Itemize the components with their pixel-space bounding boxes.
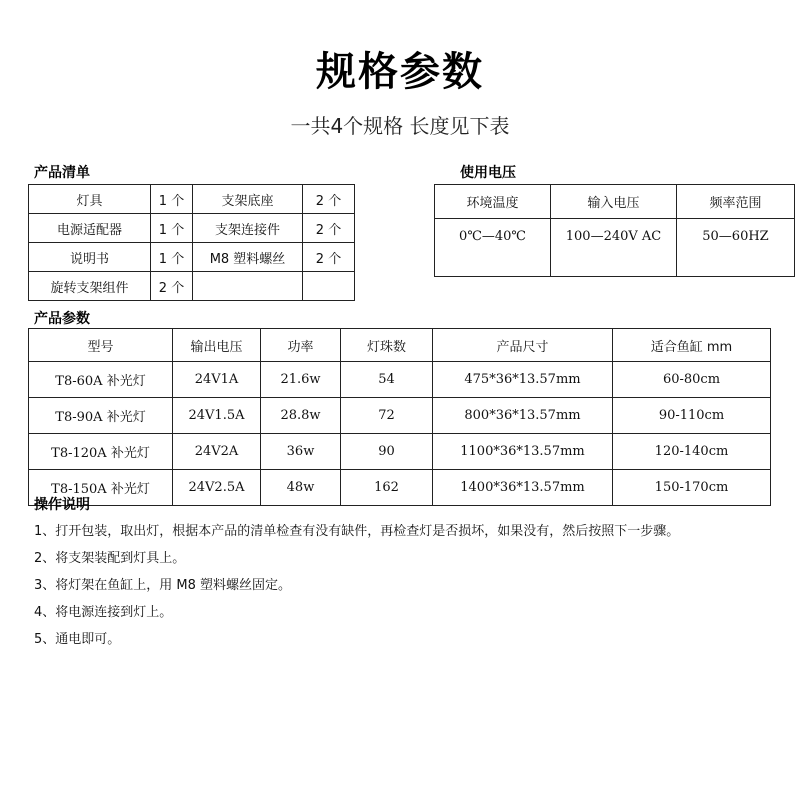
params-table — [28, 328, 771, 506]
item-name: 旋转支架组件 — [29, 272, 151, 301]
table-row — [29, 214, 355, 243]
voltage-cell: 24V1A — [173, 362, 261, 398]
led-count-cell: 90 — [341, 434, 433, 470]
item-qty: 1 个 — [151, 243, 193, 272]
operation-step: 1、打开包装，取出灯，根据本产品的清单检查有没有缺件，再检查灯是否损坏，如果没有，然后按照下一步骤。 — [34, 524, 680, 539]
item-qty: 1 个 — [151, 214, 193, 243]
page-subtitle: 一共4个规格 长度见下表 — [290, 114, 510, 138]
operations-label: 操作说明 — [34, 497, 90, 513]
voltage-cell: 24V1.5A — [173, 398, 261, 434]
voltage-cell: 24V2.5A — [173, 470, 261, 506]
voltage-header: 环境温度 — [435, 185, 551, 219]
voltage-value: 100—240V AC — [551, 219, 677, 277]
item-name: M8 塑料螺丝 — [193, 243, 303, 272]
table-row — [29, 329, 771, 362]
voltage-table — [434, 184, 795, 277]
table-row — [29, 185, 355, 214]
params-header: 型号 — [29, 329, 173, 362]
item-qty: 2 个 — [303, 214, 355, 243]
table-row — [435, 219, 795, 277]
model-cell: T8-60A 补光灯 — [29, 362, 173, 398]
item-name: 电源适配器 — [29, 214, 151, 243]
model-cell: T8-90A 补光灯 — [29, 398, 173, 434]
power-cell: 36w — [261, 434, 341, 470]
size-cell: 475*36*13.57mm — [433, 362, 613, 398]
tank-cell: 120-140cm — [613, 434, 771, 470]
model-cell: T8-150A 补光灯 — [29, 470, 173, 506]
voltage-value: 50—60HZ — [677, 219, 795, 277]
led-count-cell: 54 — [341, 362, 433, 398]
item-name: 灯具 — [29, 185, 151, 214]
table-row — [29, 272, 355, 301]
item-qty — [303, 272, 355, 301]
operation-step: 3、将灯架在鱼缸上，用 M8 塑料螺丝固定。 — [34, 578, 292, 593]
tank-cell: 150-170cm — [613, 470, 771, 506]
model-cell: T8-120A 补光灯 — [29, 434, 173, 470]
voltage-label: 使用电压 — [460, 165, 516, 181]
params-header: 产品尺寸 — [433, 329, 613, 362]
item-qty: 1 个 — [151, 185, 193, 214]
item-name — [193, 272, 303, 301]
size-cell: 800*36*13.57mm — [433, 398, 613, 434]
voltage-value: 0℃—40℃ — [435, 219, 551, 277]
item-qty: 2 个 — [151, 272, 193, 301]
size-cell: 1100*36*13.57mm — [433, 434, 613, 470]
tank-cell: 90-110cm — [613, 398, 771, 434]
led-count-cell: 72 — [341, 398, 433, 434]
voltage-header: 频率范围 — [677, 185, 795, 219]
table-row — [435, 185, 795, 219]
operation-step: 5、通电即可。 — [34, 632, 121, 647]
tank-cell: 60-80cm — [613, 362, 771, 398]
product-list-label: 产品清单 — [34, 165, 90, 181]
power-cell: 28.8w — [261, 398, 341, 434]
item-qty: 2 个 — [303, 243, 355, 272]
voltage-cell: 24V2A — [173, 434, 261, 470]
size-cell: 1400*36*13.57mm — [433, 470, 613, 506]
table-row — [29, 243, 355, 272]
led-count-cell: 162 — [341, 470, 433, 506]
product-list-table — [28, 184, 355, 301]
table-row — [29, 434, 771, 470]
params-header: 灯珠数 — [341, 329, 433, 362]
item-qty: 2 个 — [303, 185, 355, 214]
item-name: 说明书 — [29, 243, 151, 272]
params-header: 输出电压 — [173, 329, 261, 362]
params-label: 产品参数 — [34, 311, 90, 327]
power-cell: 48w — [261, 470, 341, 506]
item-name: 支架连接件 — [193, 214, 303, 243]
operation-step: 4、将电源连接到灯上。 — [34, 605, 173, 620]
power-cell: 21.6w — [261, 362, 341, 398]
item-name: 支架底座 — [193, 185, 303, 214]
table-row — [29, 470, 771, 506]
table-row — [29, 398, 771, 434]
params-header: 功率 — [261, 329, 341, 362]
params-header: 适合鱼缸 mm — [613, 329, 771, 362]
table-row — [29, 362, 771, 398]
page-title: 规格参数 — [316, 49, 484, 95]
operation-step: 2、将支架装配到灯具上。 — [34, 551, 186, 566]
voltage-header: 输入电压 — [551, 185, 677, 219]
